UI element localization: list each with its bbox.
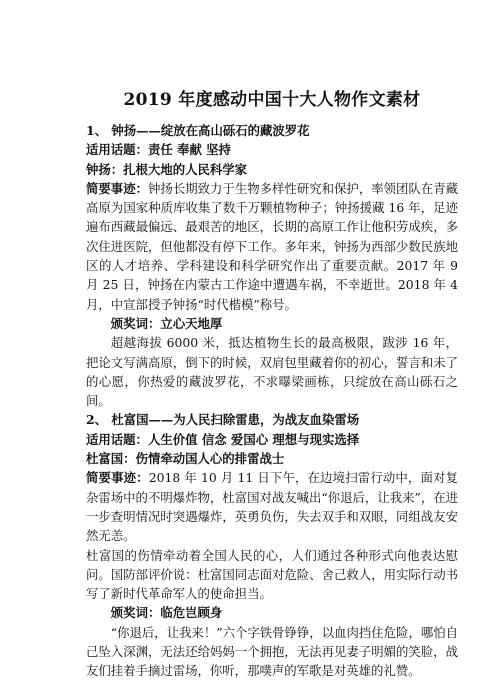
section-2-summary: [86, 468, 458, 545]
topic-value: 责任 奉献 坚持: [147, 142, 231, 158]
section-2-award-heading: 颁奖词：临危岂顾身: [110, 605, 223, 621]
summary-text: 钟扬长期致力于生物多样性研究和保护，率领团队在青藏高原为国家种质库收集了数千万颗植物种子；钟扬援藏 16 年，足迹遍布西藏最偏远、最艰苦的地区，长期的高原工作让他积劳成疾，多次住进医院，但他都没有停下工作。多年来，钟扬为西部少数民族地区的人才培养、学科建设和科学研究作出了重要贡献。2017 年 9 月 25 日，钟扬在内蒙古工作途中遭遇车祸，不幸逝世。2018 年 4 月，中宣部授予钟扬“时代楷模”称号。: [86, 180, 459, 312]
section-1-heading: 1、 钟扬——绽放在高山砾石的藏波罗花: [86, 123, 310, 138]
summary-label: 简要事迹：: [86, 180, 149, 196]
section-1-award-text: 超越海拔 6000 米，抵达植物生长的最高极限，跋涉 16 年，把论文写满高原，倒下的时候，双肩包里藏着你的初心，誓言和未了的心愿，你热爱的藏波罗花，不求曝梁画栋，只绽放在高山砾石之间。: [86, 335, 458, 409]
section-1-summary: [86, 179, 458, 314]
document-title: 2019 年度感动中国十大人物作文素材: [123, 90, 421, 110]
section-1-subtitle: 钟扬：扎根大地的人民科学家: [86, 161, 248, 177]
topic-label: 适用话题：: [86, 431, 148, 447]
section-1-topics: [86, 140, 458, 159]
topic-label: 适用话题：: [86, 142, 148, 158]
section-2-award-text: “你退后，让我来！”六个字铁骨铮铮，以血肉挡住危险，哪怕自己坠入深渊，无法还给妈妈一个拥抱，无法再见妻子明媚的笑脸，战友们挂着手摘过雷场，你听，那噗声的军歌是对英雄的礼赞。: [86, 624, 459, 679]
section-2-paragraph: 杜富国的伤情牵动着全国人民的心，人们通过各种形式向他表达慰问。国防部评价说：杜富国同志面对危险、舍己救人，用实际行动书写了新时代革命军人的使命担当。: [86, 547, 458, 602]
section-2-heading: 2、 杜富国——为人民扫除雷患，为战友血染雷场: [86, 412, 360, 428]
section-2-subtitle: 杜富国：伤情牵动国人心的排雷战士: [86, 451, 285, 467]
section-2-topics: [86, 430, 458, 449]
summary-text: 2018 年 10 月 11 日下午，在边境扫雷行动中，面对复杂雷场中的不明爆炸物，杜富国对战友喊出“你退后，让我来”，在进一步查明情况时突遇爆炸，英勇负伤，失去双手和双眼，同组战友安然无恙。: [86, 470, 459, 544]
summary-label: 简要事迹：: [86, 470, 149, 486]
section-1-award-heading: 颁奖词：立心天地厚: [110, 315, 223, 331]
topic-value: 人生价值 信念 爱国心 理想与现实选择: [147, 431, 360, 447]
